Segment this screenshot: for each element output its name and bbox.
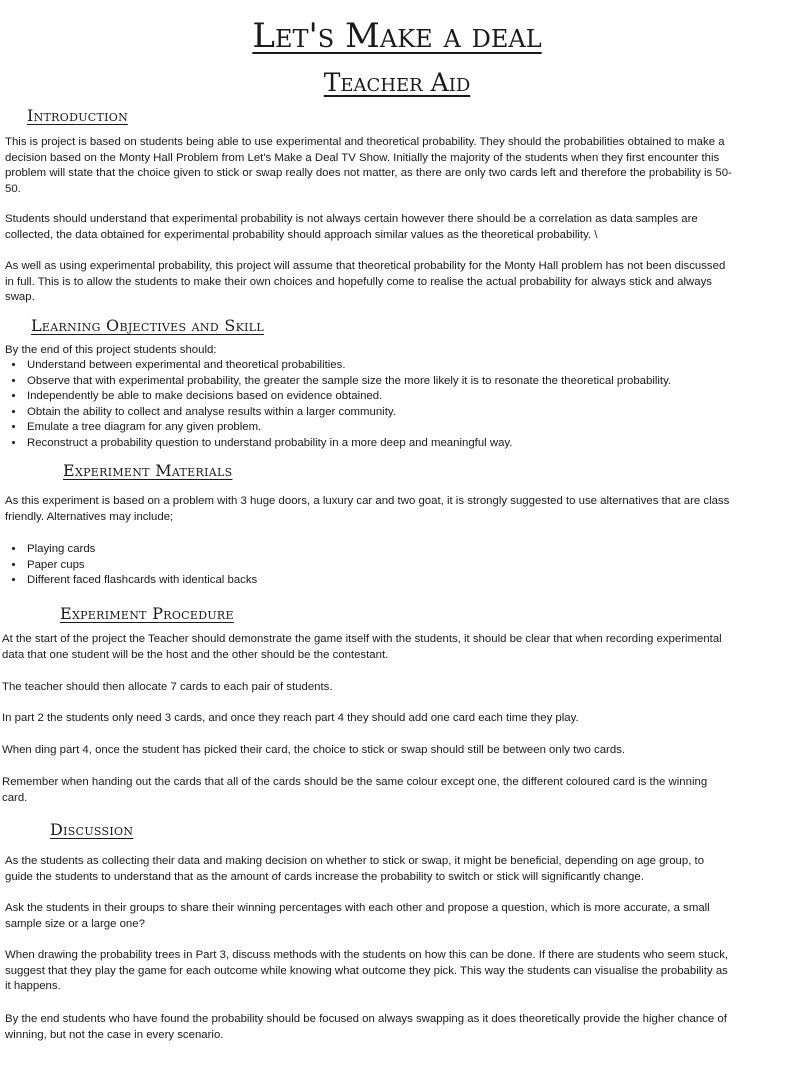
discussion-paragraph-2: Ask the students in their groups to share their winning percentages with each other and propose a question, which is more accurate, a small sample size or a large one? bbox=[5, 902, 710, 930]
document-subtitle-text: Teacher Aid bbox=[323, 68, 471, 97]
materials-heading: Experiment Materials bbox=[63, 461, 233, 480]
discussion-paragraph-1: As the students as collecting their data and making decision on whether to stick or swap, it might be beneficial, depending on age group, to guide the students to understand that as the amount of cards increase the probability to switch or stick will significantly change. bbox=[5, 855, 705, 883]
list-item: • Different faced flashcards with identical backs bbox=[25, 573, 745, 589]
list-item: • Playing cards bbox=[25, 542, 745, 558]
materials-list bbox=[5, 542, 745, 589]
document-title bbox=[0, 14, 794, 58]
list-item: • Understand between experimental and theoretical probabilities. bbox=[25, 358, 745, 374]
discussion-paragraph-4: By the end students who have found the probability should be focused on always swapping as it does theoretically provide the higher chance of winning, but not the case in every scenario. bbox=[5, 1013, 727, 1041]
objectives-heading: Learning Objectives and Skill bbox=[31, 316, 264, 335]
materials-intro: As this experiment is based on a problem with 3 huge doors, a luxury car and two goat, it is strongly suggested to use alternatives that are class friendly. Alternatives may include; bbox=[5, 495, 730, 523]
list-item: • Paper cups bbox=[25, 558, 745, 574]
introduction-paragraph-3: As well as using experimental probability, this project will assume that theoretical probability for the Monty Hall problem has not been discussed in full. This is to allow the students to make their own choices and hopefully come to realise the actual probability for always stick and always swap. bbox=[5, 260, 726, 304]
list-item: • Emulate a tree diagram for any given problem. bbox=[25, 420, 745, 436]
procedure-paragraph-1: At the start of the project the Teacher should demonstrate the game itself with the students, it should be clear that when recording experimental data that one student will be the host and the other should be the contestant. bbox=[2, 633, 722, 661]
procedure-paragraph-4: When ding part 4, once the student has picked their card, the choice to stick or swap should still be between only two cards. bbox=[2, 744, 626, 756]
introduction-paragraph-2: Students should understand that experimental probability is not always certain however there should be a correlation as data samples are collected, the data obtained for experimental probability should approach similar values as the theoretical probability. \ bbox=[5, 213, 698, 241]
document-subtitle bbox=[0, 66, 794, 100]
list-item: • Obtain the ability to collect and analyse results within a larger community. bbox=[25, 405, 745, 421]
procedure-paragraph-5: Remember when handing out the cards that all of the cards should be the same colour except one, the different coloured card is the winning card. bbox=[2, 776, 708, 804]
document-title-text: Let's Make a deal bbox=[252, 16, 542, 56]
procedure-heading: Experiment Procedure bbox=[60, 604, 234, 623]
introduction-heading: Introduction bbox=[27, 106, 129, 125]
objectives-intro: By the end of this project students should: bbox=[5, 344, 217, 356]
list-item: • Observe that with experimental probability, the greater the sample size the more likely it is to resonate the theoretical probability. bbox=[25, 374, 745, 390]
discussion-heading: Discussion bbox=[50, 820, 134, 839]
list-item: • Independently be able to make decisions based on evidence obtained. bbox=[25, 389, 745, 405]
procedure-paragraph-2: The teacher should then allocate 7 cards to each pair of students. bbox=[2, 681, 333, 693]
procedure-paragraph-3: In part 2 the students only need 3 cards, and once they reach part 4 they should add one card each time they play. bbox=[2, 712, 579, 724]
introduction-paragraph-1: This is project is based on students being able to use experimental and theoretical probability. They should the probabilities obtained to make a decision based on the Monty Hall Problem from Let's Make a Deal TV Show. Initially the majority of the students when they first encounter this problem will state that the choice given to stick or swap really does not matter, as there are only two cards left and therefore the probability is 50-50. bbox=[5, 136, 732, 195]
objectives-list bbox=[5, 358, 745, 451]
list-item: • Reconstruct a probability question to understand probability in a more deep and meaningful way. bbox=[25, 436, 745, 452]
discussion-paragraph-3: When drawing the probability trees in Part 3, discuss methods with the students on how this can be done. If there are students who seem stuck, suggest that they play the game for each outcome while knowing what outcome they pick. This way the students can visualise the probability as it happens. bbox=[5, 949, 729, 993]
